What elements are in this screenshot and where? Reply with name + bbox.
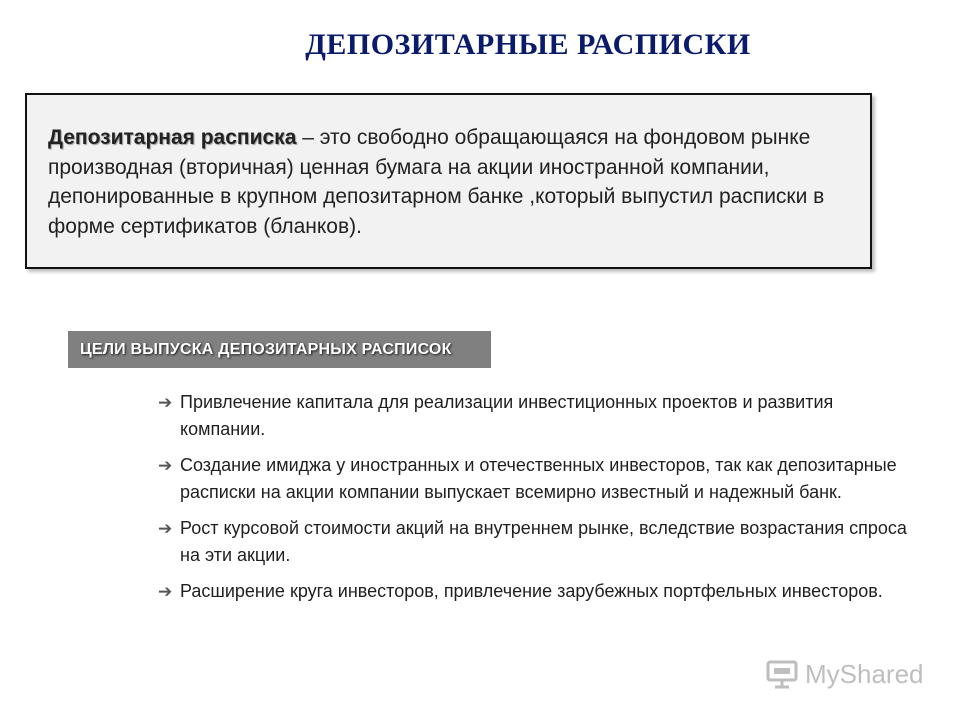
goal-text: Создание имиджа у иностранных и отечественных инвесторов, так как депозитарные расписки на акции компании выпускает всемирно известный и надежный банк. (180, 455, 897, 502)
definition-text (48, 123, 848, 241)
arrow-right-icon: ➔ (158, 393, 173, 412)
goal-item (158, 452, 910, 505)
goal-item (158, 389, 910, 442)
goal-item (158, 515, 910, 568)
goal-text: Рост курсовой стоимости акций на внутреннем рынке, вследствие возрастания спроса на эти акции. (180, 518, 907, 565)
definition-body: – это свободно обращающаяся на фондовом рынке производная (вторичная) ценная бумага на акции иностранной компании, депонированные в крупном депозитарном банке ,который выпустил расписки в форме сертификатов (бланков). (48, 126, 825, 238)
goals-list (150, 389, 910, 605)
arrow-right-icon: ➔ (158, 519, 173, 538)
arrow-right-icon: ➔ (158, 582, 173, 601)
definition-term: Депозитарная расписка (48, 126, 297, 149)
goals-header (68, 331, 491, 368)
slide-title: ДЕПОЗИТАРНЫЕ РАСПИСКИ (305, 28, 751, 61)
watermark-text: MyShared (805, 658, 924, 689)
goals-header-label: ЦЕЛИ ВЫПУСКА ДЕПОЗИТАРНЫХ РАСПИСОК (80, 340, 452, 358)
arrow-right-icon: ➔ (158, 456, 173, 475)
watermark (765, 656, 924, 692)
goal-text: Расширение круга инвесторов, привлечение зарубежных портфельных инвесторов. (180, 581, 883, 601)
goal-text: Привлечение капитала для реализации инвестиционных проектов и развития компании. (180, 392, 834, 439)
presentation-logo-icon (765, 658, 799, 690)
goal-item (158, 578, 910, 605)
definition-box (25, 93, 872, 269)
